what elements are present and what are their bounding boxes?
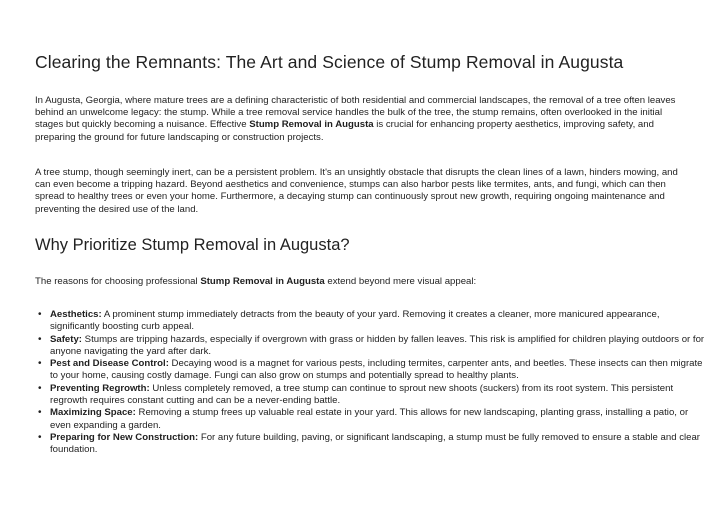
list-item bbox=[38, 407, 705, 431]
section-heading: Why Prioritize Stump Removal in Augusta? bbox=[35, 236, 350, 254]
intro-paragraph-1-text-start: In Augusta, Georgia, where mature trees are a defining characteristic of both residential and commercial landscapes, the removal of a tree often leaves behind an unwelcome legacy: the stump. While a tree removal service handles the bulk of the tree, the stump remains, often overlooked in the initial stages but quickly becoming a nuisance. Effective bbox=[35, 95, 676, 131]
list-item-label: Preventing Regrowth: bbox=[50, 382, 150, 394]
intro-paragraph-1 bbox=[35, 95, 690, 144]
bullet-icon: • bbox=[38, 333, 42, 345]
reasons-list bbox=[35, 309, 705, 457]
list-item-label: Preparing for New Construction: bbox=[50, 431, 199, 443]
intro-paragraph-2: A tree stump, though seemingly inert, can be a persistent problem. It's an unsightly obstacle that disrupts the clean lines of a lawn, hinders mowing, and can even become a tripping hazard. Beyond aesthetics and convenience, stumps can also harbor pests like termites, ants, and fungi, which can then spread to healthy trees or even your home. Furthermore, a decaying stump can continuously sprout new growth, requiring ongoing maintenance and preventing the desired use of the land. bbox=[35, 167, 678, 215]
list-item-text: Decaying wood is a magnet for various pests, including termites, carpenter ants, and beetles. These insects can then migrate to your home, causing costly damage. Fungi can also grow on stumps and potentially spread to healthy plants. bbox=[50, 358, 703, 382]
list-item bbox=[38, 431, 705, 456]
intro-paragraph-1-keyword: Stump Removal in Augusta bbox=[249, 119, 374, 131]
list-item bbox=[38, 382, 705, 407]
list-item-text: Unless completely removed, a tree stump can continue to sprout new shoots (suckers) from its root system. This persistent regrowth requires constant cutting and can be a never-ending battle. bbox=[50, 382, 674, 406]
bullet-icon: • bbox=[38, 309, 42, 320]
article-title: Clearing the Remnants: The Art and Science of Stump Removal in Augusta bbox=[35, 52, 624, 72]
list-item bbox=[38, 358, 705, 382]
list-item-text: A prominent stump immediately detracts from the beauty of your yard. Removing it creates a cleaner, more manicured appearance, significantly boosting curb appeal. bbox=[50, 309, 660, 333]
list-item-text: For any future building, paving, or significant landscaping, a stump must be fully removed to ensure a stable and clear foundation. bbox=[50, 431, 701, 456]
bullet-icon: • bbox=[38, 382, 42, 394]
list-item bbox=[38, 333, 705, 358]
reasons-intro-text-end: extend beyond mere visual appeal: bbox=[324, 276, 477, 287]
list-item-label: Pest and Disease Control: bbox=[50, 358, 169, 370]
intro-paragraph-1-text-end: is crucial for enhancing property aesthetics, improving safety, and preparing the ground for future landscaping or construction projects. bbox=[35, 119, 654, 143]
reasons-intro-keyword: Stump Removal in Augusta bbox=[200, 276, 325, 287]
list-item bbox=[38, 309, 705, 333]
bullet-icon: • bbox=[38, 407, 42, 419]
list-item-text: Stumps are tripping hazards, especially if overgrown with grass or hidden by fallen leaves. This risk is amplified for children playing outdoors or for anyone navigating the yard after dark. bbox=[50, 333, 705, 357]
list-item-label: Safety: bbox=[50, 333, 82, 345]
reasons-intro-text-start: The reasons for choosing professional bbox=[35, 276, 201, 287]
list-item-label: Aesthetics: bbox=[50, 309, 102, 320]
reasons-intro-paragraph bbox=[35, 276, 690, 288]
bullet-icon: • bbox=[38, 431, 42, 443]
list-item-text: Removing a stump frees up valuable real estate in your yard. This allows for new landscaping, planting grass, installing a patio, or even expanding a garden. bbox=[50, 407, 689, 431]
list-item-label: Maximizing Space: bbox=[50, 407, 136, 419]
bullet-icon: • bbox=[38, 358, 42, 370]
